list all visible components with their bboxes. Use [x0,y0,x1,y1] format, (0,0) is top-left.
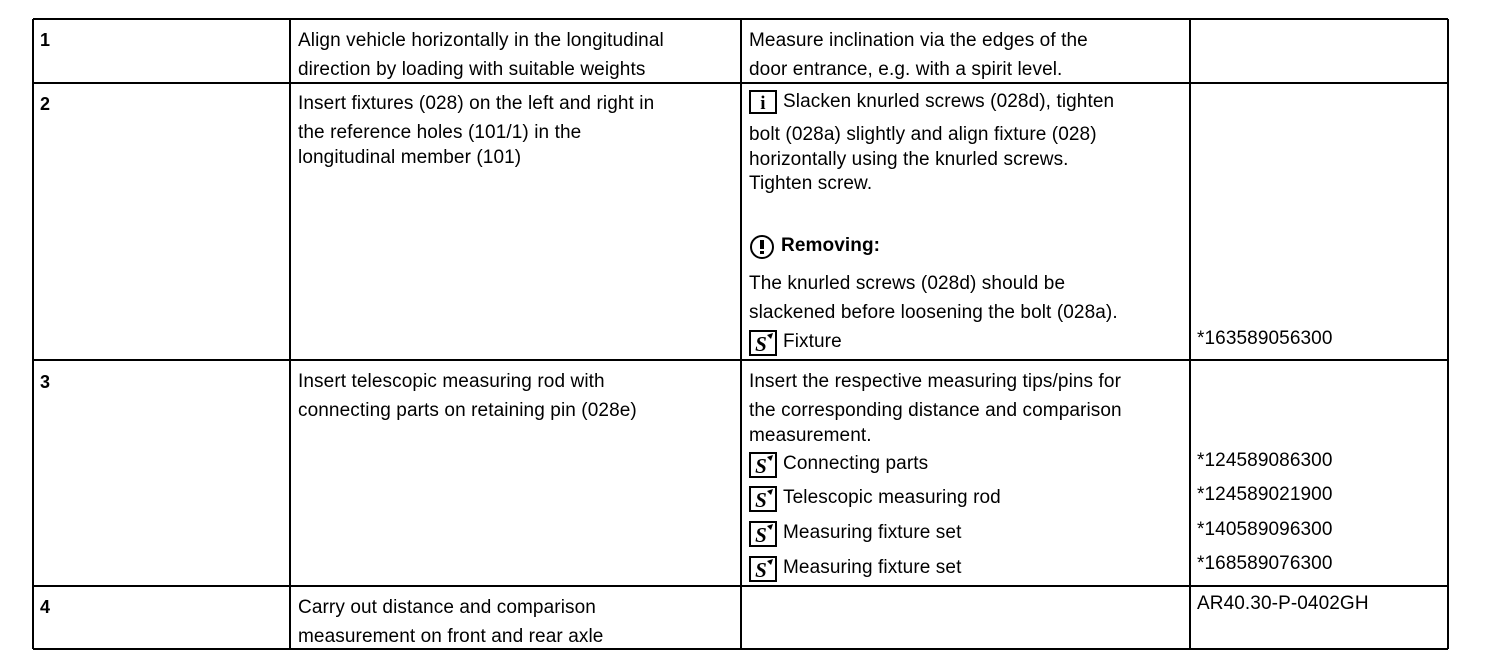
tool-label: Fixture [783,331,842,352]
action-line: Insert telescopic measuring rod with [298,371,605,392]
removing-line: slackened before loosening the bolt (028a). [749,302,1118,323]
special-tool-icon [749,556,777,582]
svg-text:S: S [755,523,767,547]
note-line: measurement. [749,425,872,446]
note-line: Measure inclination via the edges of the [749,30,1088,51]
special-tool-icon [749,452,777,478]
note-line: Insert the respective measuring tips/pins for [749,371,1122,392]
info-note-line: horizontally using the knurled screws. [749,149,1069,170]
special-tool-icon [749,486,777,512]
action-line: direction by loading with suitable weights [298,59,646,80]
info-note-line: Tighten screw. [749,173,873,194]
action-line: longitudinal member (101) [298,147,522,168]
action-line: measurement on front and rear axle [298,626,604,647]
part-number: *124589086300 [1197,450,1333,471]
action-line: Carry out distance and comparison [298,597,596,618]
svg-text:i: i [760,93,766,114]
svg-text:S: S [755,488,767,512]
tool-label: Connecting parts [783,453,929,474]
part-number: *124589021900 [1197,484,1333,505]
part-number: *140589096300 [1197,519,1333,540]
tool-label: Measuring fixture set [783,557,962,578]
reference-link[interactable]: AR40.30-P-0402GH [1197,593,1369,614]
action-line: connecting parts on retaining pin (028e) [298,400,637,421]
svg-text:S: S [755,454,767,478]
action-line: Align vehicle horizontally in the longitudinal [298,30,664,51]
note-line: the corresponding distance and comparison [749,400,1122,421]
tool-label: Telescopic measuring rod [783,487,1001,508]
special-tool-icon [749,330,777,356]
step-number: 4 [40,597,51,617]
action-line: Insert fixtures (028) on the left and right in [298,93,655,114]
note-line: door entrance, e.g. with a spirit level. [749,59,1063,80]
step-number: 2 [40,94,51,114]
action-line: the reference holes (101/1) in the [298,122,582,143]
info-note-line: bolt (028a) slightly and align fixture (028) [749,124,1097,145]
tool-label: Measuring fixture set [783,522,962,543]
removing-warning-icon [749,234,775,260]
special-tool-icon [749,521,777,547]
info-note [749,90,1185,194]
info-icon [749,90,777,114]
info-note-line: Slacken knurled screws (028d), tighten [783,91,1115,112]
svg-text:S: S [755,332,767,356]
removing-line: The knurled screws (028d) should be [749,273,1066,294]
part-number: *163589056300 [1197,328,1333,349]
removing-heading: Removing: [781,235,881,256]
part-number: *168589076300 [1197,553,1333,574]
svg-text:S: S [755,558,767,582]
step-number: 3 [40,372,51,392]
step-number: 1 [40,30,51,50]
